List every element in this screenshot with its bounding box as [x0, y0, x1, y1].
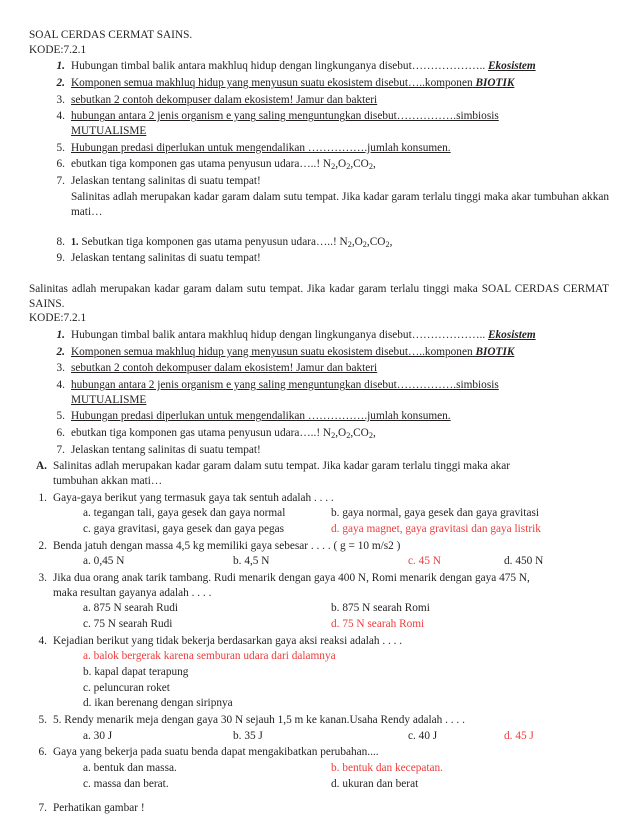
document-body [29, 28, 609, 816]
item-A [29, 459, 609, 488]
mcq-2-option-c[interactable] [408, 554, 504, 569]
mcq-1-option-a-text: tegangan tali, gaya gesek dan gaya normal [93, 507, 286, 520]
mcq-2-options [53, 554, 609, 569]
s1-item-1-text: Hubungan timbal balik antara makhluq hidup dengan lingkunganya disebut……………….. [71, 60, 486, 73]
mcq-1-options-row-1 [53, 506, 609, 521]
mcq-3-options-row-2 [53, 617, 609, 632]
mcq-2-option-d[interactable] [504, 554, 543, 569]
s2-item-1-answer: Ekosistem [487, 328, 536, 341]
mcq-6-option-a[interactable] [53, 761, 331, 776]
mcq-2 [29, 539, 609, 569]
s1-item-4-cont: MUTUALISME [71, 125, 147, 138]
mcq-4-option-c[interactable] [83, 681, 609, 696]
mcq-1-option-b-text: gaya normal, gaya gesek dan gaya gravitasi [342, 507, 539, 520]
mcq-6-option-d[interactable] [331, 777, 609, 792]
mcq-5-option-a-text: 30 J [93, 729, 113, 742]
s1-item-5 [29, 141, 609, 156]
mcq-1-option-c-text: gaya gravitasi, gaya gesek dan gaya pegas [93, 522, 285, 535]
mcq-4-option-d[interactable] [83, 696, 609, 711]
mcq-1-option-b[interactable] [331, 506, 609, 521]
item-A-label: A. [36, 460, 47, 473]
mcq-4-option-d-text: ikan berenang dengan siripnya [94, 697, 233, 710]
mcq-7-number: 7. [38, 802, 47, 815]
s1-item-2 [29, 76, 609, 91]
s2-item-7-number: 7. [56, 443, 65, 456]
s1-item-1-number: 1. [56, 60, 65, 73]
mcq-6-option-d-text: ukuran dan berat [342, 777, 419, 790]
mcq-2-option-c-key: c. [408, 555, 416, 568]
mcq-1-question: Gaya-gaya berikut yang termasuk gaya tak sentuh adalah . . . . [53, 491, 334, 504]
mcq-2-option-a-key: a. [83, 555, 91, 568]
mcq-4 [29, 634, 609, 711]
s1-item-7-cont: Salinitas adlah merupakan kadar garam dalam sutu tempat. Jika kadar garam terlalu tinggi maka akar tumbuhan akkan mati… [71, 191, 609, 218]
s2-item-1 [29, 328, 609, 343]
mcq-5-option-a-key: a. [83, 729, 91, 742]
s1-item-2-number: 2. [56, 77, 65, 90]
mcq-1-body [53, 491, 609, 537]
mcq-1-option-c[interactable] [53, 522, 331, 537]
mcq-4-options [53, 649, 609, 711]
mcq-5-options [53, 729, 609, 744]
s1-item-8-text: Sebutkan tiga komponen gas utama penyusun udara…..! $N_2,O_2,CO_2$, [81, 235, 393, 249]
s1-item-4-number: 4. [56, 110, 65, 123]
s2-item-5-number: 5. [56, 410, 65, 423]
mcq-6-option-c[interactable] [53, 777, 331, 792]
mcq-5-option-d-text: 45 J [515, 729, 534, 742]
mcq-3-question-cont: maka resultan gayanya adalah . . . . [53, 586, 212, 599]
mcq-6-option-a-key: a. [83, 762, 91, 775]
mcq-5-body [53, 713, 609, 743]
s1-item-3 [29, 93, 609, 108]
mcq-5-option-c[interactable] [408, 729, 504, 744]
mcq-3-option-d[interactable] [331, 617, 609, 632]
mcq-3-option-d-text: 75 N searah Romi [342, 618, 425, 631]
s1-item-6-text: ebutkan tiga komponen gas utama penyusun udara…..! $N_2,O_2,CO_2$, [71, 158, 376, 172]
s2-item-3 [29, 361, 609, 376]
s1-item-6-number: 6. [56, 158, 65, 171]
mcq-5-option-c-key: c. [408, 729, 416, 742]
item-A-text: Salinitas adlah merupakan kadar garam dalam sutu tempat. Jika kadar garam terlalu tinggi maka akar [53, 460, 511, 473]
mcq-1-option-a-key: a. [83, 507, 91, 520]
s1-item-1-body [71, 59, 609, 74]
s1-item-7-body [71, 174, 609, 220]
mcq-5-option-c-text: 40 J [418, 729, 438, 742]
mcq-2-option-a-text: 0,45 N [93, 555, 125, 568]
mcq-2-number: 2. [38, 539, 47, 552]
s1-item-8-body [71, 235, 609, 250]
spacer-before-bridge [29, 266, 609, 282]
mcq-1-option-d-text: gaya magnet, gaya gravitasi dan gaya listrik [342, 522, 541, 535]
mcq-2-body [53, 539, 609, 569]
mcq-3-option-d-key: d. [331, 618, 340, 631]
s2-item-2 [29, 345, 609, 360]
mcq-3 [29, 571, 609, 632]
mcq-1-options-row-2 [53, 522, 609, 537]
s2-item-6-number: 6. [56, 426, 65, 439]
mcq-3-option-c-text: 75 N searah Rudi [93, 618, 173, 631]
mcq-6-option-b-text: bentuk dan kecepatan. [342, 762, 443, 775]
mcq-4-option-b-key: b. [83, 666, 92, 679]
s2-item-7-text: Jelaskan tentang salinitas di suatu tempat! [71, 443, 261, 456]
s2-item-7 [29, 443, 609, 458]
mcq-5-option-b-key: b. [233, 729, 242, 742]
mcq-4-option-b[interactable] [83, 665, 609, 680]
mcq-4-option-c-key: c. [83, 681, 91, 694]
s2-item-1-text: Hubungan timbal balik antara makhluq hidup dengan lingkunganya disebut……………….. [71, 328, 486, 341]
s1-item-1-answer: Ekosistem [487, 60, 536, 73]
mcq-3-option-b-key: b. [331, 602, 340, 615]
mcq-1-option-b-key: b. [331, 507, 340, 520]
s1-item-4 [29, 109, 609, 138]
mcq-3-question: Jika dua orang anak tarik tambang. Rudi menarik dengan gaya 400 N, Romi menarik dengan gaya 475 N, [53, 572, 530, 584]
mcq-6-option-d-key: d. [331, 777, 340, 790]
mcq-3-number: 3. [38, 572, 47, 584]
s2-item-4-number: 4. [56, 378, 65, 391]
mcq-6-question: Gaya yang bekerja pada suatu benda dapat mengakibatkan perubahan.... [53, 746, 379, 759]
mcq-4-option-d-key: d. [83, 697, 92, 710]
mcq-4-body [53, 634, 609, 711]
s2-item-3-text: sebutkan 2 contoh dekompuser dalam ekosistem! Jamur dan bakteri [71, 362, 378, 375]
mcq-6-option-c-text: massa dan berat. [93, 777, 169, 790]
mcq-4-option-b-text: kapal dapat terapung [94, 666, 189, 679]
mcq-1-option-c-key: c. [83, 522, 91, 535]
s1-item-2-text: Komponen semua makhluq hidup yang menyusun suatu ekosistem disebut…..komponen [71, 77, 473, 90]
s2-item-2-number: 2. [56, 345, 65, 358]
mcq-6-number: 6. [38, 746, 47, 759]
mcq-6 [29, 745, 609, 791]
s1-item-8-prefix: 1. [71, 236, 79, 248]
mcq-6-options-row-1 [53, 761, 609, 776]
mcq-3-option-c-key: c. [83, 618, 91, 631]
s1-item-5-text: Hubungan predasi diperlukan untuk mengendalikan …………….jumlah konsumen. [71, 141, 451, 154]
mcq-4-number: 4. [38, 634, 47, 647]
mcq-2-option-d-text: 450 N [515, 555, 544, 568]
item-A-cont: tumbuhan akkan mati… [53, 474, 163, 487]
s2-item-2-text: Komponen semua makhluq hidup yang menyusun suatu ekosistem disebut…..komponen [71, 345, 473, 358]
s2-item-3-number: 3. [56, 362, 65, 375]
mcq-4-option-a-text: balok bergerak karena semburan udara dari dalamnya [93, 650, 336, 663]
mcq-5-question: 5. Rendy menarik meja dengan gaya 30 N sejauh 1,5 m ke kanan.Usaha Rendy adalah . . . . [53, 714, 465, 727]
s1-item-9-text: Jelaskan tentang salinitas di suatu tempat! [71, 252, 261, 265]
s1-item-9-number: 9. [56, 252, 65, 265]
s1-item-7-number: 7. [56, 175, 65, 188]
mcq-2-option-b[interactable] [233, 554, 408, 569]
s2-item-4-cont: MUTUALISME [71, 393, 147, 406]
mcq-1 [29, 491, 609, 537]
s1-item-7 [29, 174, 609, 220]
mcq-4-question: Kejadian berikut yang tidak bekerja berdasarkan gaya aksi reaksi adalah . . . . [53, 634, 403, 647]
s2-item-6-text: ebutkan tiga komponen gas utama penyusun udara…..! $N_2,O_2,CO_2$, [71, 426, 376, 440]
mcq-6-option-b-key: b. [331, 762, 340, 775]
s2-item-4-body [71, 378, 609, 407]
s1-item-8 [29, 235, 609, 250]
mcq-6-body [53, 745, 609, 791]
mcq-3-option-a[interactable] [53, 601, 331, 616]
document-title: SOAL CERDAS CERMAT SAINS. [29, 29, 193, 41]
item-A-body [53, 459, 609, 488]
mcq-4-option-a[interactable] [83, 649, 609, 664]
s1-item-2-body [71, 76, 609, 91]
s2-item-1-body [71, 328, 609, 343]
mcq-3-options-row-1 [53, 601, 609, 616]
mcq-2-option-d-key: d. [504, 555, 513, 568]
mcq-4-option-c-text: peluncuran roket [93, 681, 170, 694]
mcq-2-option-c-text: 45 N [418, 555, 441, 568]
mcq-2-option-b-text: 4,5 N [244, 555, 270, 568]
s2-item-2-answer: BIOTIK [475, 345, 515, 358]
spacer-after-item7 [29, 220, 609, 233]
mcq-1-option-a[interactable] [53, 506, 331, 521]
mcq-1-option-d-key: d. [331, 522, 340, 535]
s1-item-2-answer: BIOTIK [475, 77, 515, 90]
mcq-2-question: Benda jatuh dengan massa 4,5 kg memiliki gaya sebesar . . . . ( g = 10 m/s2 ) [53, 539, 401, 552]
s2-item-5-text: Hubungan predasi diperlukan untuk mengendalikan …………….jumlah konsumen. [71, 410, 451, 423]
s1-item-3-text: sebutkan 2 contoh dekompuser dalam ekosistem! Jamur dan bakteri [71, 93, 378, 106]
s2-item-4-text: hubungan antara 2 jenis organism e yang saling menguntungkan disebut…………….simbiosis [71, 378, 499, 391]
s1-item-1 [29, 59, 609, 74]
mcq-5-option-a[interactable] [83, 729, 233, 744]
mcq-1-number: 1. [38, 491, 47, 504]
s1-item-8-number: 8. [56, 235, 65, 248]
mcq-3-option-b-text: 875 N searah Romi [342, 602, 430, 615]
s2-item-1-number: 1. [56, 328, 65, 341]
mcq-3-body [53, 571, 609, 632]
s2-item-6 [29, 426, 609, 441]
s1-item-6 [29, 157, 609, 172]
spacer-before-mcq7 [29, 791, 609, 799]
mcq-6-option-a-text: bentuk dan massa. [93, 762, 177, 775]
mcq-5-number: 5. [38, 714, 47, 727]
mcq-6-option-c-key: c. [83, 777, 91, 790]
s1-item-9 [29, 251, 609, 266]
mcq-7-question: Perhatikan gambar ! [53, 802, 145, 815]
mcq-3-option-b[interactable] [331, 601, 609, 616]
mcq-3-option-a-key: a. [83, 602, 91, 615]
mcq-6-option-b[interactable] [331, 761, 609, 776]
s1-item-7-text: Jelaskan tentang salinitas di suatu tempat! [71, 175, 261, 188]
mcq-1-option-d[interactable] [331, 522, 609, 537]
mcq-5-option-b-text: 35 J [244, 729, 263, 742]
mcq-2-option-b-key: b. [233, 555, 242, 568]
s2-item-5 [29, 409, 609, 424]
s2-item-2-body [71, 345, 609, 360]
mcq-5-option-d[interactable] [504, 729, 534, 744]
document-code: KODE:7.2.1 [29, 43, 87, 56]
s1-item-3-number: 3. [56, 93, 65, 106]
mcq-5-option-d-key: d. [504, 729, 513, 742]
section2-code: KODE:7.2.1 [29, 312, 87, 325]
mcq-5 [29, 713, 609, 743]
mcq-3-option-c[interactable] [53, 617, 331, 632]
s1-item-5-number: 5. [56, 141, 65, 154]
mcq-7 [29, 801, 609, 816]
bridge-paragraph: Salinitas adlah merupakan kadar garam dalam sutu tempat. Jika kadar garam terlalu tinggi maka SOAL CERDAS CERMAT SAINS. [29, 282, 609, 310]
mcq-3-option-a-text: 875 N searah Rudi [93, 602, 179, 615]
s1-item-4-body [71, 109, 609, 138]
s1-item-4-text: hubungan antara 2 jenis organism e yang saling menguntungkan disebut…………….simbiosis [71, 110, 499, 123]
mcq-2-option-a[interactable] [83, 554, 233, 569]
mcq-4-option-a-key: a. [83, 650, 91, 663]
mcq-6-options-row-2 [53, 777, 609, 792]
mcq-5-option-b[interactable] [233, 729, 408, 744]
s2-item-4 [29, 378, 609, 407]
